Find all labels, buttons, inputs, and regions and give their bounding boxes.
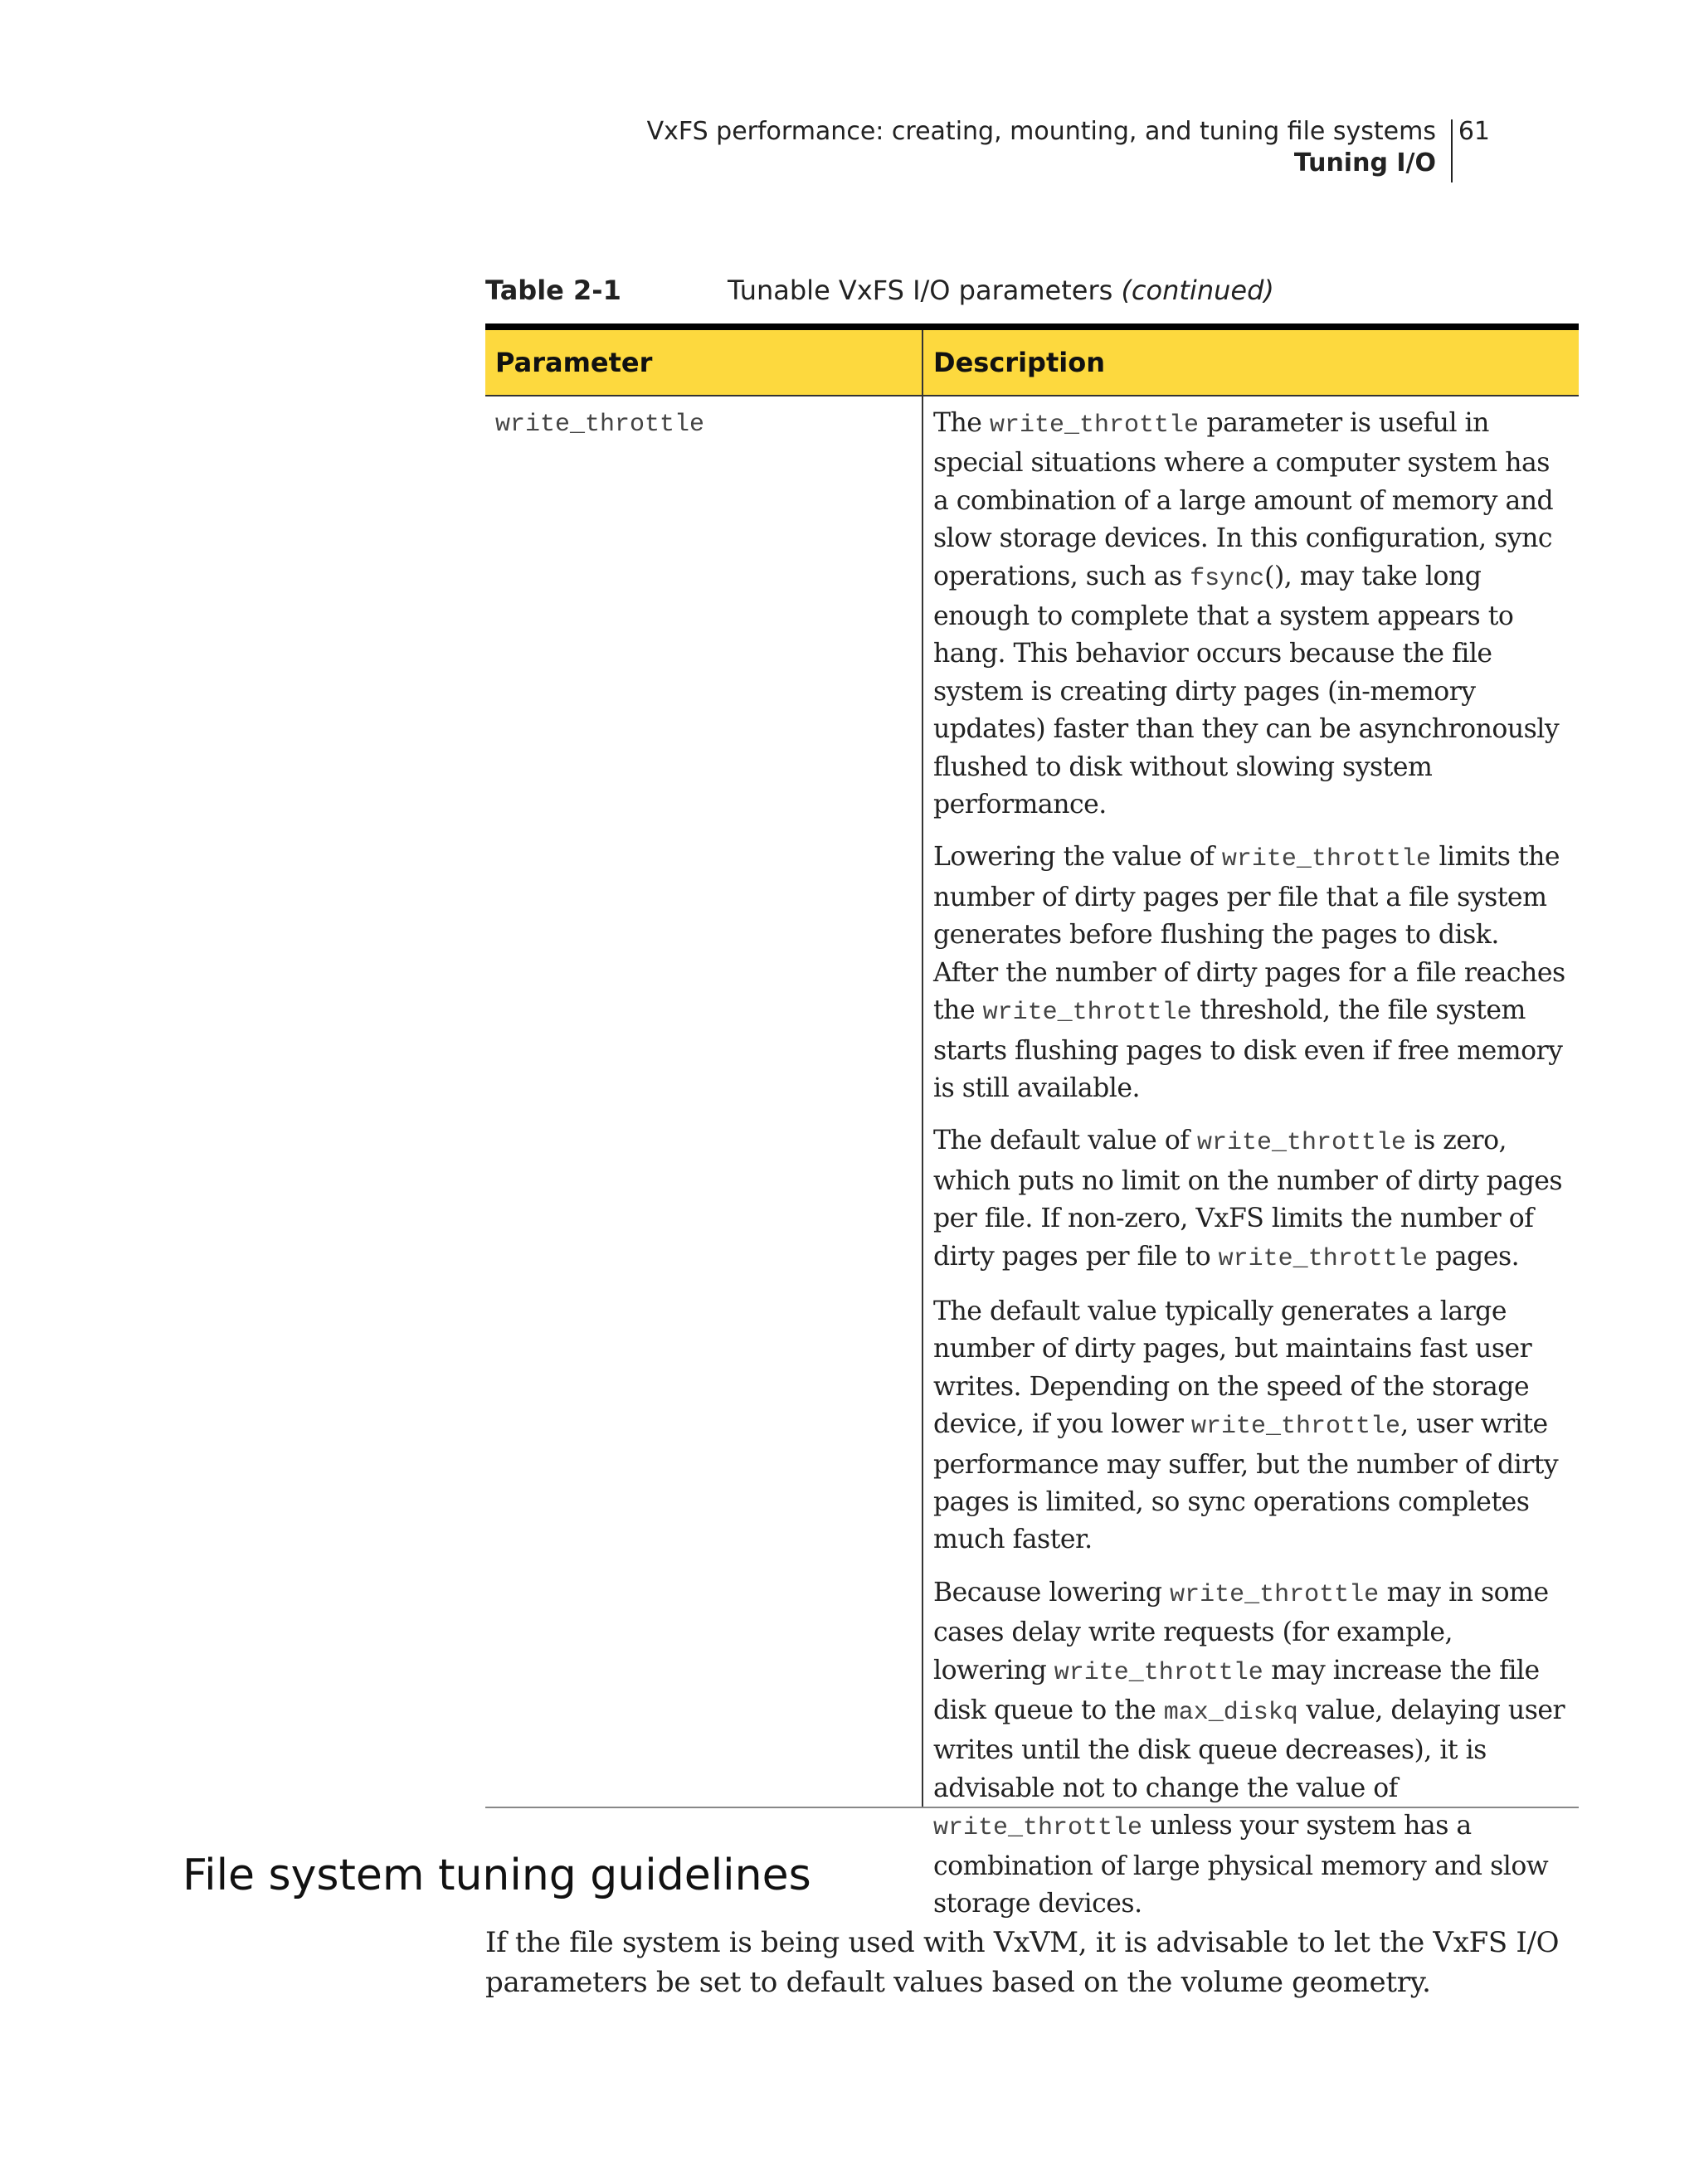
- table-caption-text: Tunable VxFS I/O parameters: [728, 275, 1113, 306]
- code-term: write_throttle: [989, 411, 1199, 440]
- running-header: [490, 116, 1569, 182]
- header-chapter-title: VxFS performance: creating, mounting, and tuning file systems: [646, 117, 1436, 146]
- code-term: write_throttle: [1054, 1658, 1263, 1687]
- column-divider: [922, 330, 923, 395]
- code-term: write_throttle: [1221, 845, 1431, 874]
- description-cell: [933, 396, 1570, 1938]
- column-header-parameter: Parameter: [495, 347, 653, 378]
- table-caption-number: Table 2-1: [485, 275, 621, 306]
- page-number: 61: [1458, 117, 1490, 146]
- description-paragraph: Because lowering write_throttle may in some cases delay write requests (for example, lowering write_throttle may increase the file disk queue to the max_diskq value, delaying user writes until the disk queue decreases), it is advisable not to change the value of write_throttle unless your system has a combination of large physical memory and slow storage devices.: [933, 1577, 1565, 1919]
- parameter-cell: write_throttle: [495, 411, 705, 439]
- header-section-title: Tuning I/O: [1293, 148, 1436, 178]
- description-paragraph: The write_throttle parameter is useful in special situations where a computer system has a combination of a large amount of memory and slow storage devices. In this configuration, sync operations, such as fsync(), may take long enough to complete that a system appears to hang. This behavior occurs because the file system is creating dirty pages (in-memory updates) faster than they can be asynchronously flushed to disk without slowing system performance.: [933, 408, 1560, 820]
- description-paragraph: Lowering the value of write_throttle limits the number of dirty pages per file that a file system generates before flushing the pages to disk. After the number of dirty pages for a file reaches the write_throttle threshold, the file system starts flushing pages to disk even if free memory is still available.: [933, 842, 1565, 1103]
- column-divider: [922, 396, 923, 1807]
- header-titles: [647, 116, 1436, 179]
- code-term: write_throttle: [1191, 1413, 1401, 1442]
- table-caption-continued: (continued): [1121, 275, 1274, 306]
- table-caption: [485, 274, 1580, 310]
- code-term: write_throttle: [1218, 1244, 1428, 1273]
- table-top-rule: [485, 323, 1579, 330]
- header-divider: [1451, 119, 1453, 182]
- table-caption-title: [728, 274, 1274, 307]
- code-term: write_throttle: [933, 1814, 1143, 1843]
- section-body-text: If the file system is being used with VxVM, it is advisable to let the VxFS I/O parameters be set to default values based on the volume geometry.: [485, 1926, 1560, 1999]
- table-header-row: [485, 330, 1579, 396]
- description-paragraph: The default value typically generates a large number of dirty pages, but maintains fast user writes. Depending on the speed of the storage device, if you lower write_throttle, user write performance may suffer, but the number of dirty pages is limited, so sync operations completes much faster.: [933, 1296, 1559, 1555]
- code-term: fsync: [1190, 564, 1265, 593]
- code-term: write_throttle: [1170, 1580, 1380, 1609]
- code-term: write_throttle: [1196, 1129, 1407, 1158]
- section-heading: File system tuning guidelines: [183, 1851, 811, 1900]
- description-paragraph: The default value of write_throttle is zero, which puts no limit on the number of dirty pages per file. If non-zero, VxFS limits the number of dirty pages per file to write_throttle pages.: [933, 1126, 1563, 1273]
- code-term: max_diskq: [1163, 1699, 1298, 1727]
- column-header-description: Description: [933, 347, 1105, 378]
- code-term: write_throttle: [982, 999, 1192, 1028]
